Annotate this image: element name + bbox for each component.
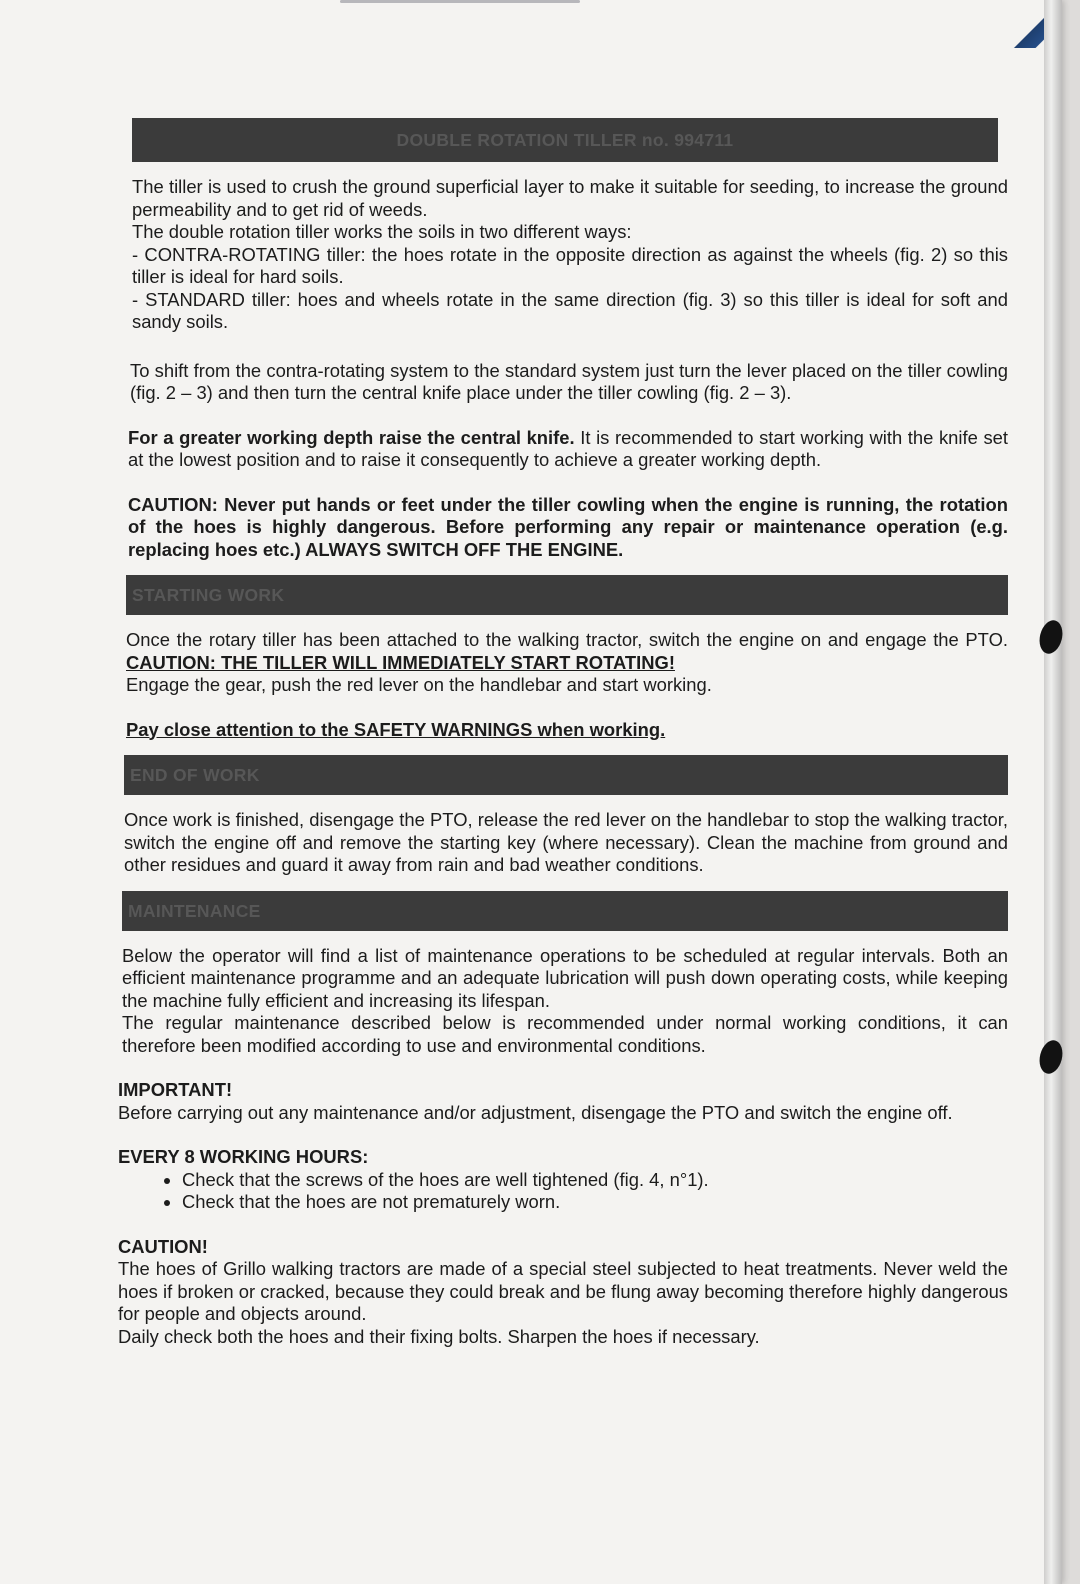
end-paragraph: Once work is finished, disengage the PTO, release the red lever on the handlebar to stop the walking tractor, switch the engine off and remove the starting key (where necessary). Clean the machine from ground and other residues and guard it away from rain and bad weather conditions.	[124, 809, 1008, 875]
intro-paragraph: - CONTRA-ROTATING tiller: the hoes rotate in the opposite direction as against the wheels (fig. 2) so this tiller is ideal for hard soils.	[132, 243, 1008, 287]
page-right-edge	[1044, 0, 1062, 1584]
important-paragraph: Before carrying out any maintenance and/or adjustment, disengage the PTO and switch the engine off.	[118, 1101, 953, 1123]
page-content	[118, 118, 1008, 1348]
depth-bold-text: For a greater working depth raise the central knife.	[128, 426, 575, 448]
caution2-paragraph-2: Daily check both the hoes and their fixing bolts. Sharpen the hoes if necessary.	[118, 1325, 760, 1347]
starting-caution: CAUTION: THE TILLER WILL IMMEDIATELY START ROTATING!	[126, 651, 675, 673]
caution2-paragraph: The hoes of Grillo walking tractors are made of a special steel subjected to heat treatments. Never weld the hoes if broken or cracked, because they could break and be flung away becoming therefore highly dangerous for people and objects around.	[118, 1258, 1008, 1324]
intro-paragraph: The tiller is used to crush the ground superficial layer to make it suitable for seeding, to increase the ground permeability and to get rid of weeds.	[132, 176, 1008, 220]
page-top-edge	[340, 0, 580, 3]
caution2-heading: CAUTION!	[118, 1235, 208, 1257]
section-title-maintenance: MAINTENANCE	[122, 891, 1008, 931]
shift-paragraph: To shift from the contra-rotating system to the standard system just turn the lever placed on the tiller cowling (fig. 2 – 3) and then turn the central knife place under the tiller cowling (fig. 2 – 3).	[130, 359, 1008, 403]
section-title-end: END OF WORK	[124, 755, 1008, 795]
list-item: • Check that the screws of the hoes are well tightened (fig. 4, n°1).	[182, 1169, 1008, 1192]
list-item: • Check that the hoes are not prematurely worn.	[182, 1191, 1008, 1214]
maintenance-paragraph: The regular maintenance described below is recommended under normal working conditions, it can therefore been modified according to use and environmental conditions.	[122, 1012, 1008, 1056]
every8-list	[118, 1169, 1008, 1214]
depth-paragraph	[128, 427, 1008, 472]
intro-paragraph: The double rotation tiller works the soils in two different ways:	[132, 221, 632, 242]
starting-paragraph	[126, 629, 1008, 674]
maintenance-paragraph: Below the operator will find a list of maintenance operations to be scheduled at regular intervals. Both an efficient maintenance programme and an adequate lubrication will push down operating costs, while keeping the machine fully efficient and increasing its lifespan.	[122, 944, 1008, 1011]
every8-heading: EVERY 8 WORKING HOURS:	[118, 1146, 369, 1167]
caution-paragraph: CAUTION: Never put hands or feet under the tiller cowling when the engine is running, the rotation of the hoes is highly dangerous. Before performing any repair or maintenance operation (e.g. replacing hoes etc.) ALWAYS SWITCH OFF THE ENGINE.	[128, 493, 1008, 560]
starting-text: Once the rotary tiller has been attached to the walking tractor, switch the engine on and engage the PTO.	[126, 629, 1008, 650]
safety-warning-note: Pay close attention to the SAFETY WARNINGS when working.	[126, 718, 666, 740]
important-heading: IMPORTANT!	[118, 1079, 233, 1100]
starting-paragraph-2: Engage the gear, push the red lever on the handlebar and start working.	[126, 674, 712, 695]
depth-text: It is recommended to start working with the knife set at the lowest position and to raise it consequently to achieve a greater working depth.	[128, 426, 1008, 470]
section-title-starting: STARTING WORK	[126, 575, 1008, 615]
intro-block	[132, 176, 1008, 334]
intro-paragraph: - STANDARD tiller: hoes and wheels rotate in the same direction (fig. 3) so this tiller is ideal for soft and sandy soils.	[132, 288, 1008, 332]
section-title-main: DOUBLE ROTATION TILLER no. 994711	[132, 118, 998, 162]
